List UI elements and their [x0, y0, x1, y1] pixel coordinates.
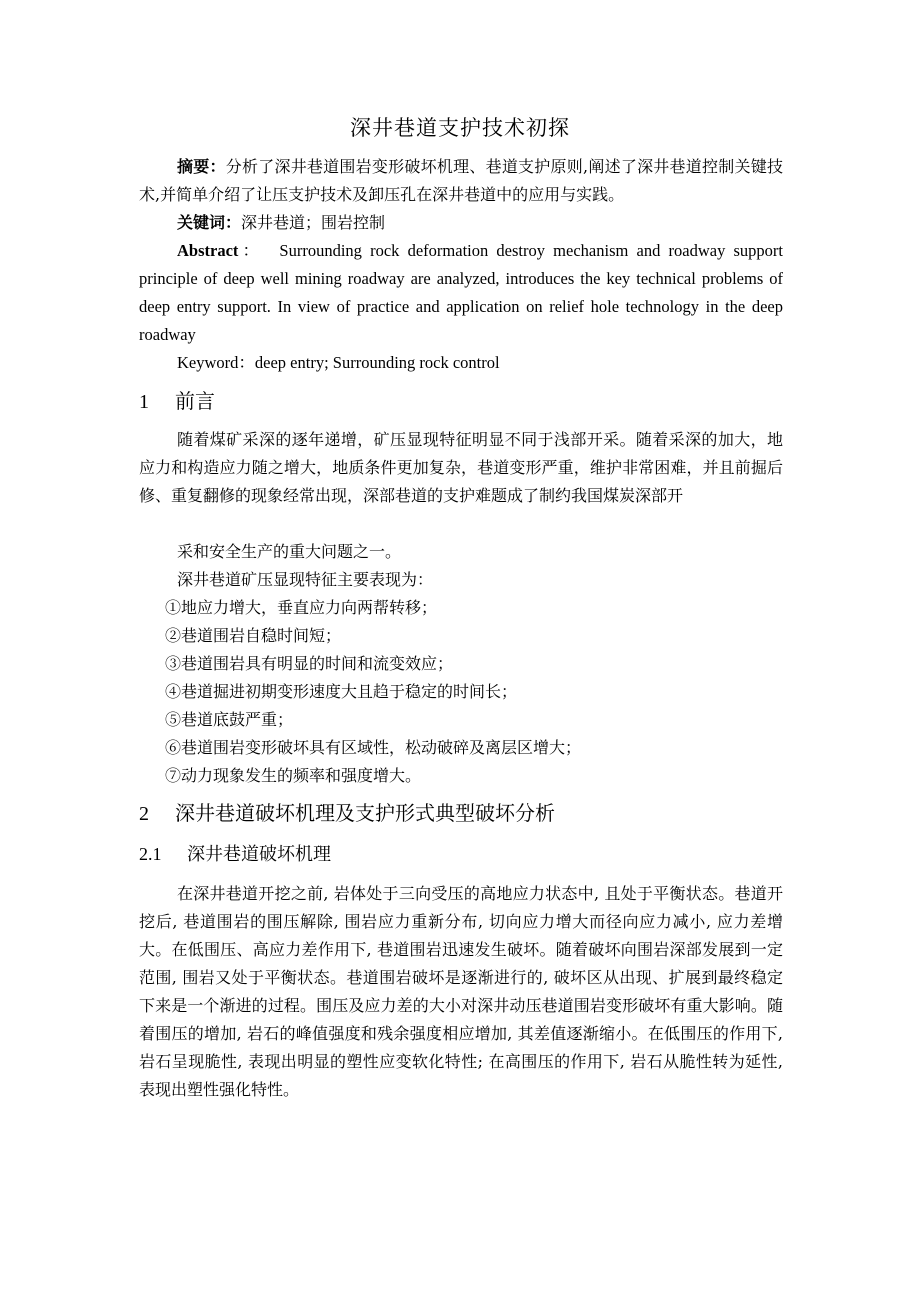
abstract-cn-text: 分析了深井巷道围岩变形破坏机理、巷道支护原则,阐述了深井巷道控制关键技术,并简单介绍了让压支护技术及卸压孔在深井巷道中的应用与实践。	[139, 157, 783, 204]
abstract-en	[139, 237, 783, 349]
list-item: ⑦动力现象发生的频率和强度增大。	[165, 766, 422, 785]
list-item: ③巷道围岩具有明显的时间和流变效应；	[165, 654, 454, 673]
keywords-en	[139, 349, 783, 377]
section-2-1-heading	[139, 840, 331, 869]
list-item: ②巷道围岩自稳时间短；	[165, 626, 342, 645]
keywords-cn-label: 关键词：	[177, 213, 242, 232]
section-1-intro: 深井巷道矿压显现特征主要表现为：	[177, 570, 434, 589]
abstract-en-separator: ：	[238, 241, 264, 260]
section-2-heading	[139, 798, 555, 829]
list-item: ⑤巷道底鼓严重；	[165, 710, 294, 729]
abstract-en-label: Abstract	[177, 241, 239, 260]
section-1-title: 前言	[175, 389, 215, 413]
keywords-en-label: Keyword：	[177, 353, 255, 372]
list-item: ①地应力增大，垂直应力向两帮转移；	[165, 598, 438, 617]
keywords-en-text: deep entry; Surrounding rock control	[254, 353, 500, 372]
list-item: ⑥巷道围岩变形破坏具有区域性，松动破碎及离层区增大；	[165, 738, 582, 757]
document-title: 深井巷道支护技术初探	[350, 116, 570, 140]
section-1-number: 1	[139, 391, 149, 413]
list-item: ④巷道掘进初期变形速度大且趋于稳定的时间长；	[165, 682, 518, 701]
abstract-cn	[139, 153, 783, 209]
abstract-en-text: Surrounding rock deformation destroy mechanism and roadway support principle of deep well mining roadway are analyzed, introduces the key technical problems of deep entry support. In view of practice and application on relief hole technology in the deep roadway	[139, 241, 784, 344]
abstract-cn-label: 摘要：	[177, 157, 226, 176]
keywords-cn-text: 深井巷道；围岩控制	[241, 213, 386, 232]
section-2-number: 2	[139, 803, 149, 825]
section-2-1-title: 深井巷道破坏机理	[187, 844, 331, 865]
section-2-1-number: 2.1	[139, 844, 162, 864]
section-1-paragraph-continuation: 采和安全生产的重大问题之一。	[177, 542, 402, 561]
section-1-heading	[139, 386, 215, 417]
section-2-title: 深井巷道破坏机理及支护形式典型破坏分析	[175, 801, 555, 825]
section-1-paragraph: 随着煤矿采深的逐年递增，矿压显现特征明显不同于浅部开采。随着采深的加大，地应力和构造应力随之增大，地质条件更加复杂，巷道变形严重，维护非常困难，并且前掘后修、重复翻修的现象经常出现，深部巷道的支护难题成了制约我国煤炭深部开	[139, 430, 783, 505]
section-2-1-paragraph: 在深井巷道开挖之前, 岩体处于三向受压的高地应力状态中, 且处于平衡状态。巷道开挖后, 巷道围岩的围压解除, 围岩应力重新分布, 切向应力增大而径向应力减小, 应力差增大。在低围压、高应力差作用下, 巷道围岩迅速发生破坏。随着破坏向围岩深部发展到一定范围, 围岩又处于平衡状态。巷道围岩破坏是逐渐进行的, 破坏区从出现、扩展到最终稳定下来是一个渐进的过程。围压及应力差的大小对深井动压巷道围岩变形破坏有重大影响。随着围压的增加, 岩石的峰值强度和残余强度相应增加, 其差值逐渐缩小。在低围压的作用下, 岩石呈现脆性, 表现出明显的塑性应变软化特性; 在高围压的作用下, 岩石从脆性转为延性, 表现出塑性强化特性。	[139, 884, 783, 1099]
keywords-cn	[139, 209, 783, 237]
